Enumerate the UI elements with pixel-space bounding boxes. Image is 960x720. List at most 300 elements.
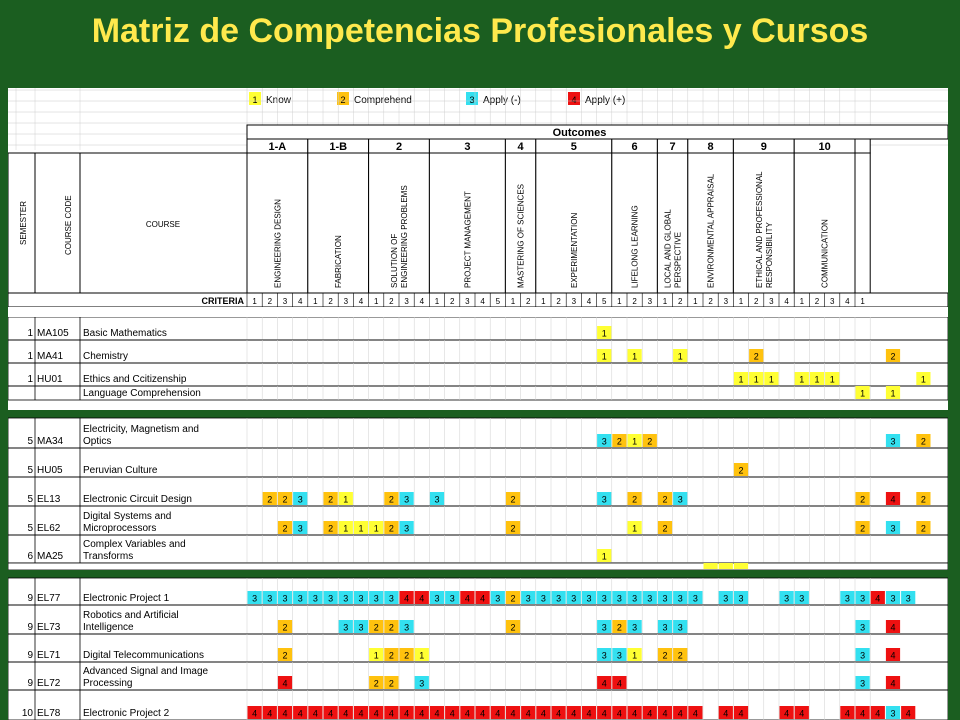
row-spacer bbox=[8, 307, 948, 317]
matrix-cell-value: 2 bbox=[510, 494, 516, 505]
matrix-cell-value: 4 bbox=[875, 708, 881, 719]
row-course-name: Digital Telecommunications bbox=[83, 650, 204, 661]
matrix-cell-value: 4 bbox=[890, 650, 896, 661]
matrix-cell-value: 4 bbox=[647, 708, 653, 719]
matrix-cell-value: 1 bbox=[419, 650, 425, 661]
matrix-cell-value: 2 bbox=[920, 523, 926, 534]
outcome-id-cell bbox=[855, 139, 870, 153]
row-semester: 5 bbox=[27, 494, 33, 505]
row-course-code: EL73 bbox=[37, 622, 61, 633]
criteria-number: 3 bbox=[282, 297, 288, 306]
matrix-cell-level-1 bbox=[719, 563, 733, 569]
row-course-name: Electricity, Magnetism and bbox=[83, 424, 199, 435]
row-course-name: Complex Variables and bbox=[83, 539, 186, 550]
criteria-number: 1 bbox=[434, 297, 440, 306]
row-course-name: Electronic Circuit Design bbox=[83, 494, 192, 505]
matrix-cell-value: 4 bbox=[890, 622, 896, 633]
outcome-name-cell bbox=[733, 153, 794, 293]
outcome-id: 1-A bbox=[268, 141, 287, 153]
outcome-id: 6 bbox=[631, 141, 638, 153]
outcome-name: MASTERING OF SCIENCES bbox=[516, 183, 526, 288]
matrix-cell-value: 3 bbox=[601, 436, 607, 447]
row-course-name: Peruvian Culture bbox=[83, 465, 158, 476]
matrix-cell-value: 2 bbox=[510, 593, 516, 604]
criteria-number: 4 bbox=[845, 297, 850, 306]
criteria-number: 2 bbox=[389, 297, 394, 306]
matrix-cell-value: 4 bbox=[404, 708, 410, 719]
matrix-cell-value: 4 bbox=[480, 708, 486, 719]
row-semester: 1 bbox=[27, 351, 33, 362]
criteria-number: 2 bbox=[753, 297, 759, 306]
matrix-cell-value: 2 bbox=[662, 494, 668, 505]
matrix-cell-value: 2 bbox=[920, 494, 926, 505]
row-course-code: EL72 bbox=[37, 678, 61, 689]
outcome-name-cell bbox=[369, 153, 430, 293]
criteria-number: 4 bbox=[419, 297, 425, 306]
outcome-name: ENGINEERING PROBLEMS bbox=[400, 185, 409, 288]
matrix-cell-value: 1 bbox=[920, 374, 926, 385]
matrix-cell-value: 4 bbox=[282, 708, 288, 719]
matrix-cell-value: 4 bbox=[844, 708, 850, 719]
outcome-name: PROJECT MANAGEMENT bbox=[463, 191, 473, 288]
criteria-number: 2 bbox=[328, 297, 333, 306]
matrix-cell-value: 4 bbox=[784, 708, 790, 719]
criteria-number: 3 bbox=[343, 297, 349, 306]
matrix-cell-value: 3 bbox=[434, 593, 440, 604]
outcome-name: PERSPECTIVE bbox=[673, 231, 683, 288]
matrix-cell-value: 4 bbox=[297, 708, 303, 719]
outcome-id: 4 bbox=[517, 141, 524, 153]
outcome-name: FABRICATION bbox=[334, 235, 344, 288]
matrix-cell-value: 4 bbox=[586, 708, 592, 719]
outcome-id: 7 bbox=[669, 141, 676, 153]
matrix-cell-value: 2 bbox=[282, 494, 288, 505]
outcome-id: 10 bbox=[818, 141, 831, 153]
matrix-cell-value: 3 bbox=[419, 678, 425, 689]
outcome-name: SOLUTION OF bbox=[390, 233, 399, 288]
row-course-name: Basic Mathematics bbox=[83, 328, 167, 339]
criteria-label: CRITERIA bbox=[201, 296, 244, 306]
matrix-cell-value: 2 bbox=[632, 494, 638, 505]
matrix-cell-value: 4 bbox=[905, 708, 911, 719]
matrix-cell-value: 3 bbox=[297, 523, 303, 534]
legend-label: Apply (+) bbox=[585, 95, 626, 106]
criteria-number: 2 bbox=[449, 297, 455, 306]
matrix-cell-value: 3 bbox=[434, 494, 440, 505]
matrix-cell-value: 1 bbox=[890, 388, 896, 399]
matrix-cell-value: 1 bbox=[814, 374, 820, 385]
matrix-cell-value: 3 bbox=[632, 622, 638, 633]
matrix-cell-value: 2 bbox=[738, 465, 744, 476]
row-course-name: Microprocessors bbox=[83, 523, 157, 534]
legend-number: 3 bbox=[469, 95, 475, 105]
matrix-cell-value: 3 bbox=[662, 593, 668, 604]
matrix-cell-value: 2 bbox=[616, 436, 622, 447]
matrix-cell-value: 2 bbox=[282, 622, 288, 633]
matrix-cell-value: 3 bbox=[297, 494, 303, 505]
matrix-cell-value: 4 bbox=[434, 708, 440, 719]
criteria-number: 1 bbox=[313, 297, 318, 306]
row-course-name: Robotics and Artificial bbox=[83, 610, 179, 621]
row-course-name: Language Comprehension bbox=[83, 388, 201, 399]
criteria-number: 2 bbox=[525, 297, 531, 306]
matrix-cell-value: 3 bbox=[784, 593, 790, 604]
outcome-id: 5 bbox=[570, 141, 577, 153]
matrix-cell-value: 4 bbox=[890, 494, 896, 505]
matrix-cell-value: 3 bbox=[252, 593, 258, 604]
matrix-cell-value: 4 bbox=[419, 593, 425, 604]
criteria-number: 1 bbox=[510, 297, 516, 306]
matrix-cell-value: 4 bbox=[738, 708, 744, 719]
matrix-cell-value: 3 bbox=[601, 593, 607, 604]
matrix-cell-value: 3 bbox=[540, 593, 546, 604]
matrix-cell-value: 3 bbox=[601, 650, 607, 661]
matrix-cell-value: 1 bbox=[343, 523, 349, 534]
matrix-cell-value: 3 bbox=[404, 622, 410, 633]
matrix-cell-value: 2 bbox=[647, 436, 653, 447]
row-course-name: Optics bbox=[83, 436, 112, 447]
matrix-cell-value: 2 bbox=[510, 622, 516, 633]
matrix-cell-value: 2 bbox=[510, 523, 516, 534]
legend-number: 2 bbox=[340, 95, 346, 105]
row-course-code: EL78 bbox=[37, 708, 61, 719]
row-course-name: Transforms bbox=[83, 551, 134, 562]
matrix-cell-value: 3 bbox=[677, 494, 683, 505]
matrix-cell-value: 2 bbox=[920, 436, 926, 447]
row-semester: 5 bbox=[27, 465, 33, 476]
matrix-cell-value: 3 bbox=[799, 593, 805, 604]
matrix-cell-value: 4 bbox=[480, 593, 486, 604]
matrix-cell-value: 1 bbox=[768, 374, 774, 385]
matrix-cell-value: 4 bbox=[464, 593, 470, 604]
outcome-id: 3 bbox=[464, 141, 471, 153]
matrix-cell-value: 3 bbox=[860, 678, 866, 689]
matrix-cell-value: 3 bbox=[662, 622, 668, 633]
row-course-code: EL77 bbox=[37, 593, 61, 604]
matrix-cell-value: 4 bbox=[358, 708, 364, 719]
matrix-cell-value: 4 bbox=[601, 678, 607, 689]
matrix-cell-value: 1 bbox=[358, 523, 364, 534]
matrix-cell-value: 4 bbox=[723, 708, 729, 719]
matrix-cell-value: 2 bbox=[388, 494, 394, 505]
row-semester: 9 bbox=[27, 622, 33, 633]
matrix-cell-value: 3 bbox=[328, 593, 334, 604]
outcome-name: LIFELONG LEARNING bbox=[630, 205, 640, 288]
row-semester: 1 bbox=[27, 374, 33, 385]
matrix-cell-value: 4 bbox=[540, 708, 546, 719]
matrix-cell-value: 4 bbox=[662, 708, 668, 719]
criteria-number: 3 bbox=[465, 297, 470, 306]
matrix-cell-value: 3 bbox=[677, 622, 683, 633]
criteria-number: 2 bbox=[677, 297, 683, 306]
row-semester: 9 bbox=[27, 650, 33, 661]
row-semester: 10 bbox=[21, 708, 33, 719]
criteria-number: 2 bbox=[814, 297, 820, 306]
criteria-number: 1 bbox=[799, 297, 805, 306]
criteria-number: 4 bbox=[297, 297, 303, 306]
matrix-cell-value: 3 bbox=[388, 593, 394, 604]
page-title: Matriz de Competencias Profesionales y Cursos bbox=[91, 12, 869, 50]
matrix-cell-value: 2 bbox=[282, 650, 288, 661]
matrix-cell-value: 3 bbox=[616, 650, 622, 661]
criteria-number: 1 bbox=[252, 297, 257, 306]
matrix-cell-value: 4 bbox=[692, 708, 698, 719]
matrix-cell-value: 4 bbox=[388, 708, 394, 719]
matrix-cell-value: 1 bbox=[601, 351, 607, 362]
matrix-cell-value: 3 bbox=[905, 593, 911, 604]
criteria-row bbox=[8, 293, 948, 307]
matrix-cell-value: 2 bbox=[616, 622, 622, 633]
matrix-cell-value: 2 bbox=[388, 678, 394, 689]
matrix-cell-value: 2 bbox=[860, 494, 866, 505]
legend-label: Apply (-) bbox=[483, 95, 521, 106]
matrix-cell-value: 3 bbox=[890, 593, 896, 604]
row-course-code: EL13 bbox=[37, 494, 61, 505]
legend-label: Comprehend bbox=[354, 95, 412, 106]
matrix-cell-value: 2 bbox=[328, 494, 334, 505]
row-course-code: MA25 bbox=[37, 551, 64, 562]
criteria-number: 1 bbox=[860, 297, 865, 306]
matrix-cell-value: 3 bbox=[890, 523, 896, 534]
row-semester: 6 bbox=[27, 551, 33, 562]
matrix-cell-value: 2 bbox=[662, 523, 668, 534]
matrix-cell-value: 3 bbox=[358, 593, 364, 604]
matrix-cell-value: 1 bbox=[373, 650, 379, 661]
row-course-name: Chemistry bbox=[83, 351, 129, 362]
matrix-cell-value: 4 bbox=[616, 678, 622, 689]
row-course-code: HU05 bbox=[37, 465, 63, 476]
matrix-cell-value: 4 bbox=[677, 708, 683, 719]
matrix-cell-value: 4 bbox=[556, 708, 562, 719]
row-course-name: Advanced Signal and Image bbox=[83, 666, 209, 677]
outcome-name: RESPONSIBILITY bbox=[764, 222, 774, 288]
matrix-cell-value: 4 bbox=[404, 593, 410, 604]
matrix-cell-value: 2 bbox=[753, 351, 759, 362]
outcome-name: ENVIRONMENTAL APPRAISAL bbox=[706, 173, 716, 288]
criteria-number: 1 bbox=[662, 297, 668, 306]
outcome-name: ETHICAL AND PROFESSIONAL bbox=[754, 171, 764, 288]
criteria-number: 3 bbox=[571, 297, 577, 306]
matrix-cell-value: 3 bbox=[738, 593, 744, 604]
criteria-number: 2 bbox=[632, 297, 637, 306]
matrix-cell-level-1 bbox=[734, 563, 748, 569]
criteria-number: 4 bbox=[586, 297, 592, 306]
frame-right bbox=[948, 80, 960, 720]
matrix-cell-value: 3 bbox=[297, 593, 303, 604]
criteria-number: 4 bbox=[358, 297, 364, 306]
criteria-number: 1 bbox=[373, 297, 379, 306]
frame-left bbox=[0, 80, 8, 720]
legend-number: 4 bbox=[571, 95, 577, 105]
outcome-name-cell bbox=[855, 153, 870, 293]
criteria-number: 3 bbox=[647, 297, 653, 306]
row-course-code: MA105 bbox=[37, 328, 69, 339]
criteria-number: 3 bbox=[723, 297, 729, 306]
criteria-number: 2 bbox=[708, 297, 713, 306]
matrix-cell-value: 2 bbox=[282, 523, 288, 534]
matrix-cell-value: 2 bbox=[373, 678, 379, 689]
matrix-cell-value: 3 bbox=[860, 622, 866, 633]
outcome-id: 8 bbox=[707, 141, 714, 153]
matrix-cell-value: 4 bbox=[601, 708, 607, 719]
matrix-cell-value: 2 bbox=[404, 650, 410, 661]
matrix-cell-value: 4 bbox=[525, 708, 531, 719]
row-course-name: Processing bbox=[83, 678, 133, 689]
matrix-cell-value: 4 bbox=[312, 708, 318, 719]
outcome-name-cell bbox=[657, 153, 687, 293]
matrix-cell-value: 1 bbox=[677, 351, 683, 362]
matrix-cell-value: 4 bbox=[799, 708, 805, 719]
matrix-cell-value: 1 bbox=[343, 494, 349, 505]
panel-divider bbox=[0, 570, 960, 578]
matrix-cell-value: 2 bbox=[373, 622, 379, 633]
matrix-cell-value: 3 bbox=[312, 593, 318, 604]
matrix-cell-value: 3 bbox=[495, 593, 501, 604]
course-header: COURSE bbox=[145, 220, 181, 229]
matrix-cell-value: 4 bbox=[328, 708, 334, 719]
matrix-cell-value: 3 bbox=[890, 436, 896, 447]
matrix-cell-value: 4 bbox=[571, 708, 577, 719]
row-course-code: EL71 bbox=[37, 650, 61, 661]
legend-label: Know bbox=[266, 95, 292, 106]
row-semester: 1 bbox=[27, 328, 33, 339]
matrix-cell-value: 3 bbox=[677, 593, 683, 604]
matrix-cell-value: 3 bbox=[844, 593, 850, 604]
matrix-cell-value: 2 bbox=[388, 650, 394, 661]
criteria-number: 5 bbox=[601, 297, 607, 306]
panel-divider bbox=[0, 410, 960, 418]
matrix-cell-value: 2 bbox=[677, 650, 683, 661]
matrix-cell-value: 3 bbox=[404, 494, 410, 505]
matrix-cell-value: 3 bbox=[692, 593, 698, 604]
matrix-cell-value: 3 bbox=[647, 593, 653, 604]
legend-number: 1 bbox=[252, 95, 258, 105]
criteria-number: 2 bbox=[267, 297, 273, 306]
row-course-code: MA41 bbox=[37, 351, 64, 362]
matrix-cell-value: 4 bbox=[449, 708, 455, 719]
outcome-id: 2 bbox=[395, 141, 403, 153]
matrix-cell-value: 3 bbox=[449, 593, 455, 604]
outcome-name: EXPERIMENTATION bbox=[569, 212, 579, 288]
matrix-cell-value: 4 bbox=[282, 678, 288, 689]
row-course-name: Ethics and Ccitizenship bbox=[83, 374, 187, 385]
code-header-cell bbox=[35, 153, 80, 293]
matrix-cell-value: 4 bbox=[464, 708, 470, 719]
row-sliver bbox=[8, 563, 948, 570]
row-course-name: Intelligence bbox=[83, 622, 134, 633]
matrix-cell-value: 4 bbox=[252, 708, 258, 719]
matrix-cell-value: 2 bbox=[328, 523, 334, 534]
matrix-cell-value: 1 bbox=[753, 374, 759, 385]
row-semester: 5 bbox=[27, 523, 33, 534]
matrix-cell-value: 1 bbox=[601, 551, 607, 562]
matrix-cell-value: 4 bbox=[616, 708, 622, 719]
outcome-id: 1-B bbox=[329, 141, 348, 153]
matrix-cell-value: 4 bbox=[267, 708, 273, 719]
matrix-cell-value: 2 bbox=[662, 650, 668, 661]
matrix-cell-value: 1 bbox=[829, 374, 835, 385]
matrix-cell-value: 1 bbox=[632, 351, 638, 362]
matrix-cell-value: 3 bbox=[601, 622, 607, 633]
matrix-cell-value: 3 bbox=[860, 593, 866, 604]
row-course-code: EL62 bbox=[37, 523, 61, 534]
matrix-cell-value: 3 bbox=[571, 593, 577, 604]
matrix-cell-value: 3 bbox=[616, 593, 622, 604]
matrix-cell-value: 4 bbox=[510, 708, 516, 719]
matrix-cell-value: 3 bbox=[404, 523, 410, 534]
matrix-cell-value: 4 bbox=[419, 708, 425, 719]
matrix-cell-value: 4 bbox=[860, 708, 866, 719]
outcome-name: LOCAL AND GLOBAL bbox=[663, 209, 673, 288]
matrix-cell-value: 1 bbox=[860, 388, 866, 399]
criteria-number: 3 bbox=[829, 297, 835, 306]
matrix-cell-value: 4 bbox=[632, 708, 638, 719]
semester-header: SEMESTER bbox=[19, 200, 28, 245]
matrix-cell-value: 3 bbox=[267, 593, 273, 604]
matrix-cell-value: 1 bbox=[601, 328, 607, 339]
criteria-number: 1 bbox=[617, 297, 622, 306]
matrix-cell-value: 3 bbox=[343, 622, 349, 633]
matrix-cell-value: 3 bbox=[525, 593, 531, 604]
matrix-cell-value: 4 bbox=[890, 678, 896, 689]
matrix-cell-value: 3 bbox=[373, 593, 379, 604]
row-course-name: Electronic Project 2 bbox=[83, 708, 170, 719]
matrix-cell-value: 3 bbox=[343, 593, 349, 604]
row-semester: 9 bbox=[27, 593, 33, 604]
matrix-cell-value: 2 bbox=[388, 523, 394, 534]
frame-top bbox=[0, 80, 960, 88]
matrix-cell-value: 2 bbox=[267, 494, 273, 505]
matrix-cell-value: 4 bbox=[875, 593, 881, 604]
criteria-number: 1 bbox=[693, 297, 698, 306]
matrix-cell-value: 4 bbox=[343, 708, 349, 719]
criteria-number: 3 bbox=[404, 297, 409, 306]
matrix-cell-value: 1 bbox=[373, 523, 379, 534]
code-header: COURSE CODE bbox=[64, 195, 73, 255]
outcome-name: ENGINEERING DESIGN bbox=[273, 199, 283, 288]
criteria-number: 2 bbox=[556, 297, 561, 306]
matrix-cell-value: 1 bbox=[738, 374, 744, 385]
outcome-name: COMMUNICATION bbox=[820, 219, 830, 288]
matrix-cell-value: 3 bbox=[358, 622, 364, 633]
matrix-cell-value: 2 bbox=[890, 351, 896, 362]
outcome-id: 9 bbox=[760, 141, 767, 153]
matrix-cell-value: 1 bbox=[632, 650, 638, 661]
matrix-cell-value: 1 bbox=[632, 523, 638, 534]
criteria-number: 1 bbox=[541, 297, 546, 306]
matrix-cell-value: 3 bbox=[556, 593, 562, 604]
matrix-cell-value: 2 bbox=[388, 622, 394, 633]
matrix-cell-value: 3 bbox=[890, 708, 896, 719]
criteria-number: 3 bbox=[769, 297, 774, 306]
matrix-cell-value: 3 bbox=[282, 593, 288, 604]
criteria-number: 1 bbox=[738, 297, 744, 306]
row-course-name: Digital Systems and bbox=[83, 511, 172, 522]
matrix-cell-value: 4 bbox=[495, 708, 501, 719]
criteria-number: 4 bbox=[480, 297, 485, 306]
matrix-cell-value: 3 bbox=[860, 650, 866, 661]
matrix-cell-value: 2 bbox=[860, 523, 866, 534]
row-course-name: Electronic Project 1 bbox=[83, 593, 170, 604]
matrix-cell-level-1 bbox=[704, 563, 718, 569]
outcomes-label: Outcomes bbox=[552, 127, 607, 139]
row-course-code: MA34 bbox=[37, 436, 64, 447]
matrix-cell-value: 3 bbox=[601, 494, 607, 505]
row-course-code: HU01 bbox=[37, 374, 63, 385]
criteria-number: 5 bbox=[495, 297, 501, 306]
row-semester: 5 bbox=[27, 436, 33, 447]
matrix-cell-value: 1 bbox=[799, 374, 805, 385]
